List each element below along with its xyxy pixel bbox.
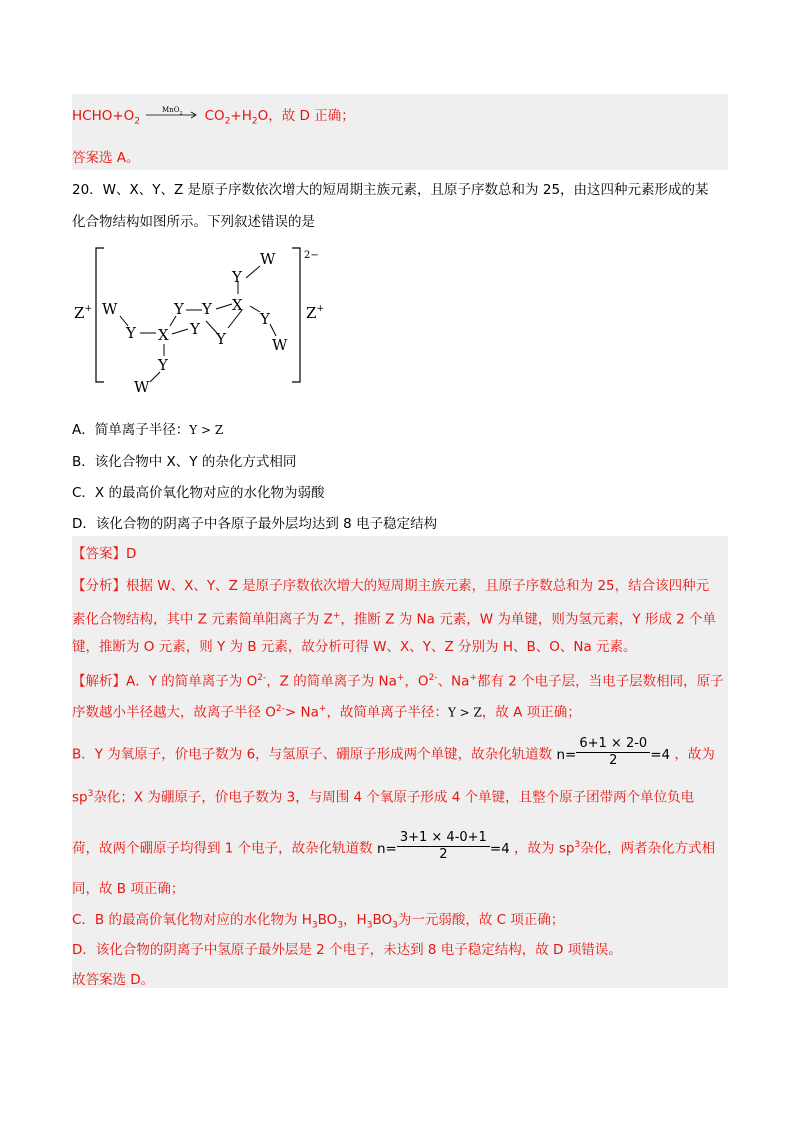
b-line-2: $sp^3$杂化；X 为硼原子，价电子数为 3，与周围 4 个氧原子形成 4 个单键，且整个原子团带两个单位负电 xyxy=(72,789,695,806)
catalyst-arrow: MnO$_2$ xyxy=(146,106,198,126)
atom-w-4: W xyxy=(134,378,150,392)
cation-left: Z+ xyxy=(74,304,92,322)
atom-y-8: Y xyxy=(158,356,168,374)
atom-w-2: W xyxy=(260,250,276,268)
answer-label: 【答案】D xyxy=(72,546,137,562)
question-line-1: 20．W、X、Y、Z 是原子序数依次增大的短周期主族元素，且原子序数总和为 25，由这四种元素形成的某 xyxy=(72,182,709,198)
atom-y-7: Y xyxy=(260,310,270,328)
atom-w-3: W xyxy=(272,336,288,354)
atom-y-4: Y xyxy=(202,300,212,318)
option-a[interactable]: A．简单离子半径：Y > Z xyxy=(72,422,224,438)
right-bracket xyxy=(292,248,300,382)
atom-y-6: Y xyxy=(232,268,242,286)
atom-y-5: Y xyxy=(216,330,226,348)
option-c[interactable]: C．X 的最高价氧化物对应的水化物为弱酸 xyxy=(72,485,325,501)
b-line-1: B．Y 为氧原子，价电子数为 6，与氢原子、硼原子形成两个单键，故杂化轨道数 n= $\frac{6+1 \times 2-0}{2}$ =4 ，故为 xyxy=(72,736,715,768)
structure-diagram xyxy=(60,236,340,392)
cation-right: Z+ xyxy=(306,304,324,322)
b-line-3: 荷，故两个硼原子均得到 1 个电子，故杂化轨道数 n= $\frac{3+1 \times 4-0+1}{2}$ =4 ，故为 $sp^3$杂化，两者杂化方式相 xyxy=(72,830,716,862)
atoms xyxy=(102,250,288,392)
atom-y-3: Y xyxy=(190,320,200,338)
atom-x-1: X xyxy=(158,326,169,344)
jiexi-line-2: 序数越小半径越大，故离子半径 $O^{2-}> Na^+$，故简单离子半径：Y > Z，故 A 项正确； xyxy=(72,704,581,721)
anion-charge: 2− xyxy=(304,250,319,261)
jiexi-line-1: 【解析】A．Y 的简单离子为 $O^{2-}$，Z 的简单离子为 Na+，$O^{2-}$、Na+都有 2 个电子层，当电子层数相同，原子 xyxy=(72,673,724,690)
option-d[interactable]: D．该化合物的阴离子中各原子最外层均达到 8 电子稳定结构 xyxy=(72,516,438,532)
c-line: C．B 的最高价氧化物对应的水化物为 $H_3BO_3$，$H_3BO_3$为一元弱酸，故 C 项正确； xyxy=(72,912,565,931)
formula-x: n= $\frac{3+1 \times 4-0+1}{2}$ =4 xyxy=(376,830,510,862)
question-line-2: 化合物结构如图所示。下列叙述错误的是 xyxy=(72,214,315,230)
analysis-line-1: 【分析】根据 W、X、Y、Z 是原子序数依次增大的短周期主族元素，且原子序数总和为 25，结合该四种元 xyxy=(72,578,710,594)
analysis-line-2: 素化合物结构，其中 Z 元素简单阳离子为 Z+，推断 Z 为 Na 元素，W 为单键，则为氢元素，Y 形成 2 个单 xyxy=(72,611,717,628)
atom-w-1: W xyxy=(102,300,118,318)
option-b[interactable]: B．该化合物中 X、Y 的杂化方式相同 xyxy=(72,454,297,470)
analysis-line-3: 键，推断为 O 元素，则 Y 为 B 元素，故分析可得 W、X、Y、Z 分别为 H、B、O、Na 元素。 xyxy=(72,639,637,655)
formula-b: n= $\frac{6+1 \times 2-0}{2}$ =4 xyxy=(556,736,671,768)
atom-y-1: Y xyxy=(126,324,136,342)
atom-x-2: X xyxy=(232,296,243,314)
b-line-4: 同，故 B 项正确； xyxy=(72,881,185,897)
d-line: D．该化合物的阴离子中氢原子最外层是 2 个电子，未达到 8 电子稳定结构，故 D 项错误。 xyxy=(72,942,622,958)
top-answer: 答案选 A。 xyxy=(72,150,140,166)
final-answer: 故答案选 D。 xyxy=(72,972,155,988)
atom-y-2: Y xyxy=(174,300,184,318)
reaction-equation: $HCHO+O_2$ MnO$_2$ $CO_2+H_2O$，故 D 正确； xyxy=(72,106,355,127)
